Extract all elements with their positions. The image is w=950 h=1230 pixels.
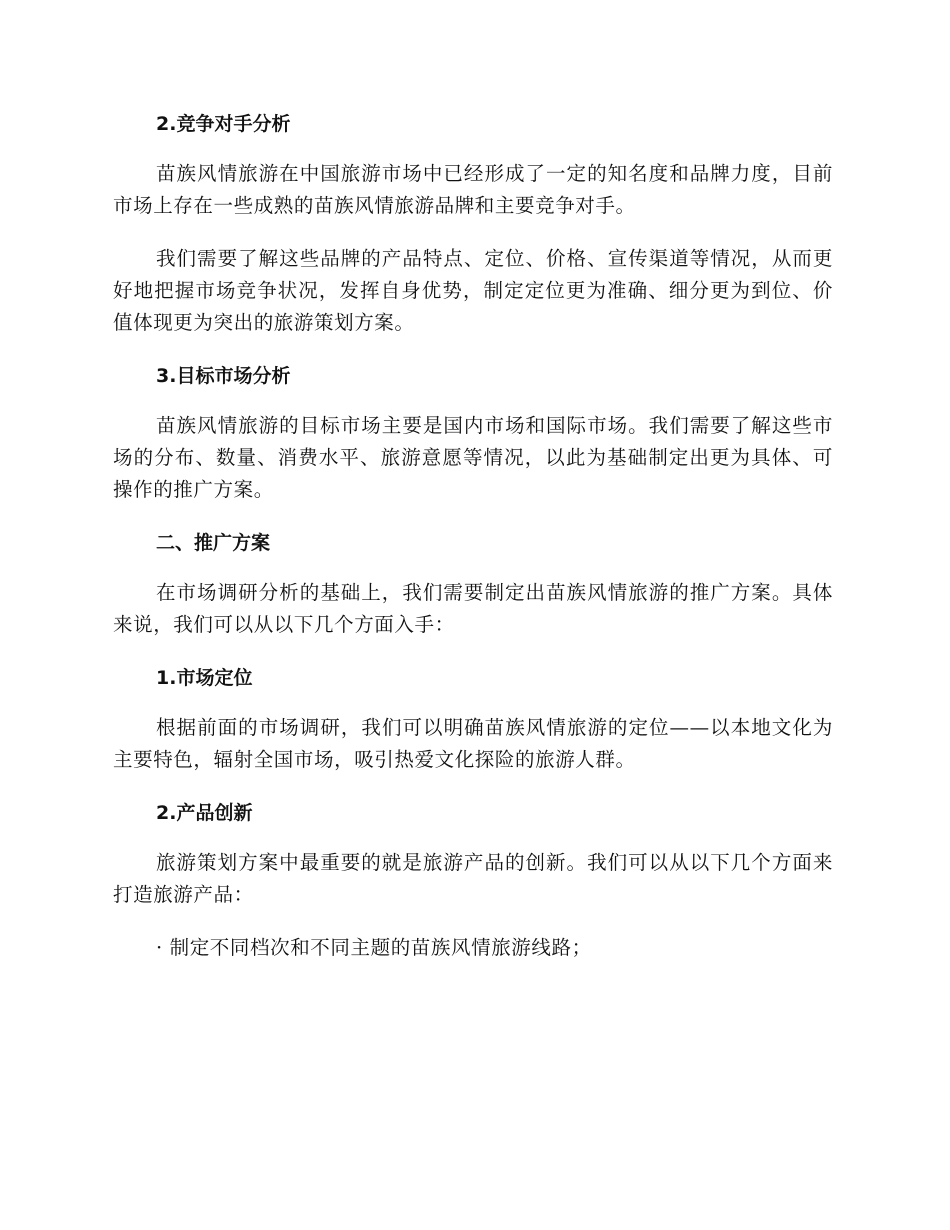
para-competitor-1: 苗族风情旅游在中国旅游市场中已经形成了一定的知名度和品牌力度，目前市场上存在一些成熟的苗族风情旅游品牌和主要竞争对手。 [113, 162, 833, 217]
heading-target-market: 3.目标市场分析 [156, 365, 291, 387]
heading-product-innovation: 2.产品创新 [156, 802, 253, 824]
para-competitor-2: 我们需要了解这些品牌的产品特点、定位、价格、宣传渠道等情况，从而更好地把握市场竞争状况，发挥自身优势，制定定位更为准确、细分更为到位、价值体现更为突出的旅游策划方案。 [113, 247, 833, 334]
para-market-positioning: 根据前面的市场调研，我们可以明确苗族风情旅游的定位——以本地文化为主要特色，辐射全国市场，吸引热爱文化探险的旅游人群。 [113, 716, 833, 771]
heading-market-positioning: 1.市场定位 [156, 667, 253, 689]
para-target-market: 苗族风情旅游的目标市场主要是国内市场和国际市场。我们需要了解这些市场的分布、数量、消费水平、旅游意愿等情况，以此为基础制定出更为具体、可操作的推广方案。 [113, 414, 833, 501]
heading-promotion-plan: 二、推广方案 [156, 532, 271, 554]
bullet-routes: · 制定不同档次和不同主题的苗族风情旅游线路； [156, 936, 592, 959]
para-promotion-intro: 在市场调研分析的基础上，我们需要制定出苗族风情旅游的推广方案。具体来说，我们可以从以下几个方面入手： [113, 581, 833, 636]
heading-competitor-analysis: 2.竞争对手分析 [156, 113, 291, 135]
para-product-innovation: 旅游策划方案中最重要的就是旅游产品的创新。我们可以从以下几个方面来打造旅游产品： [113, 851, 833, 906]
document-content [113, 108, 833, 964]
